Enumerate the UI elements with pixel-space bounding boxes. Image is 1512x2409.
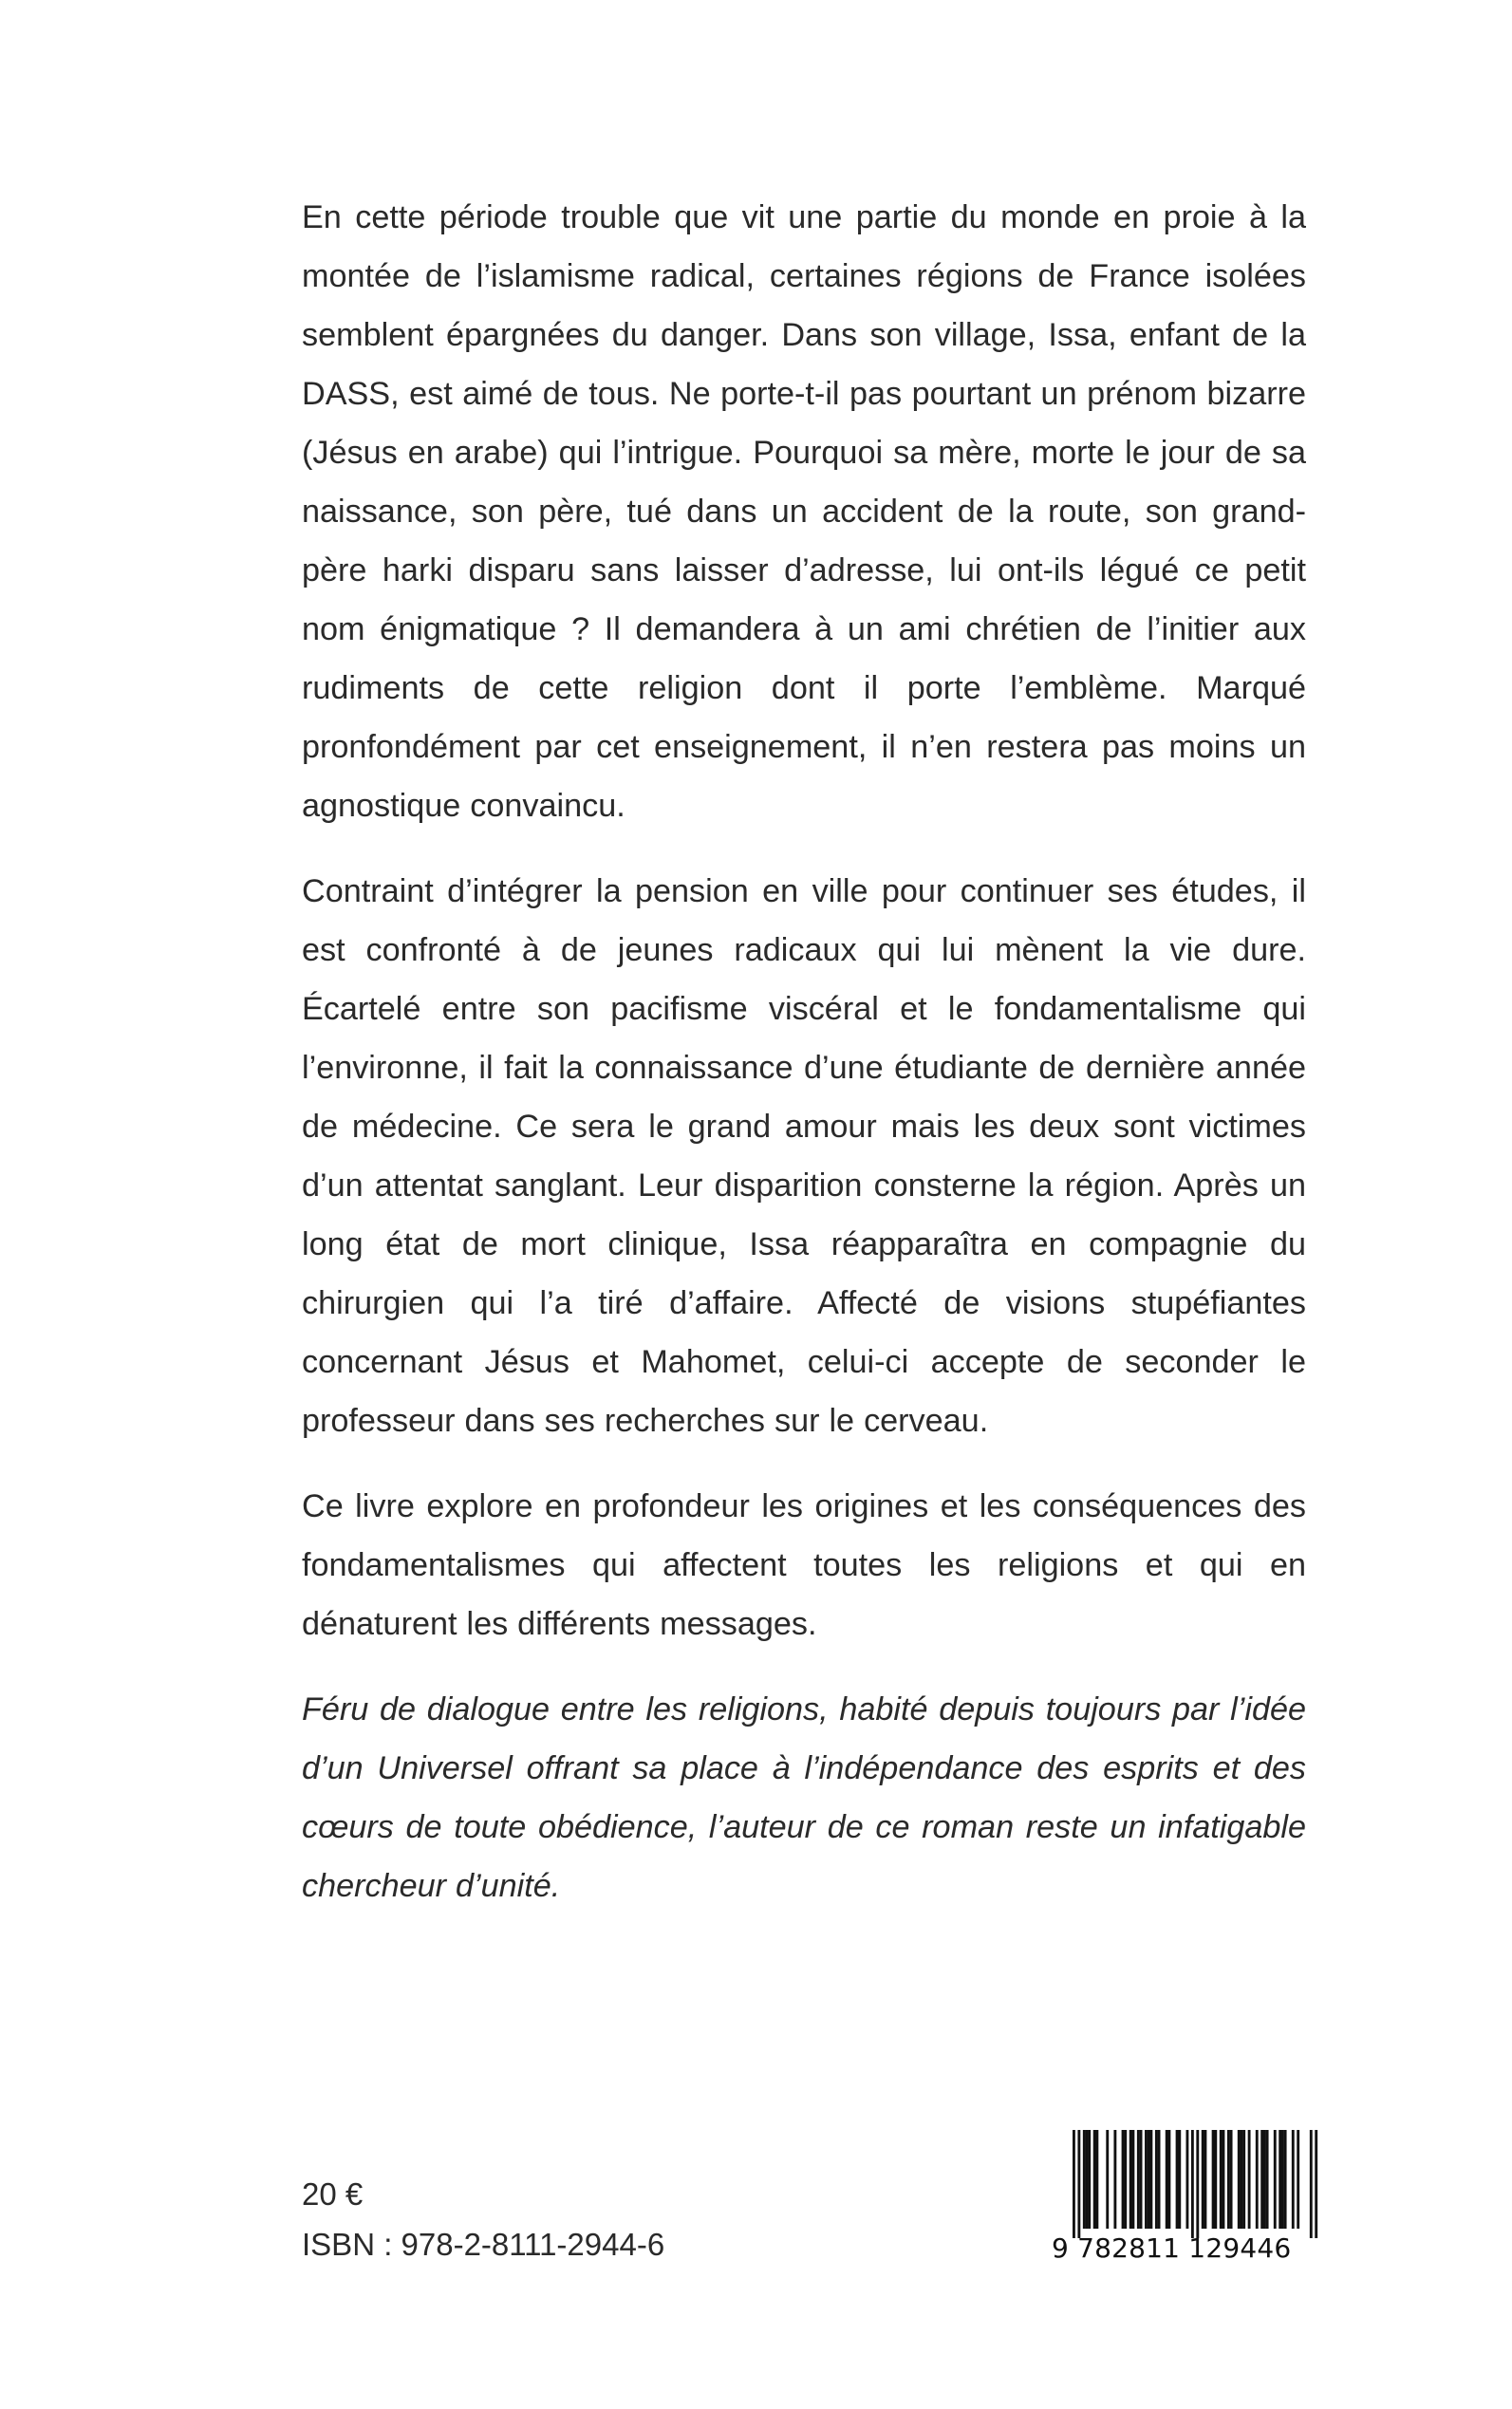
barcode-bar [1315, 2130, 1317, 2238]
barcode-bars [1052, 2130, 1319, 2238]
barcode-bar [1166, 2130, 1168, 2229]
barcode-bar [1073, 2130, 1075, 2238]
barcode-bar [1178, 2130, 1181, 2229]
barcode-bar [1204, 2130, 1207, 2229]
barcode-bar [1131, 2130, 1134, 2229]
barcode-bar [1238, 2130, 1241, 2229]
barcode-bar [1113, 2130, 1116, 2229]
barcode-bar [1202, 2130, 1204, 2229]
barcode-bar [1095, 2130, 1098, 2229]
barcode-bar [1196, 2130, 1199, 2238]
barcode-bar [1263, 2130, 1266, 2229]
back-cover-text [302, 188, 1306, 1915]
isbn-label: ISBN : 978-2-8111-2944-6 [302, 2227, 665, 2262]
barcode-bar [1148, 2130, 1150, 2229]
barcode-bar [1242, 2130, 1245, 2229]
barcode-bar [1093, 2130, 1096, 2229]
barcode-bar [1088, 2130, 1091, 2229]
barcode-bar [1129, 2130, 1132, 2229]
barcode-bar [1191, 2130, 1194, 2238]
barcode-bar [1145, 2130, 1148, 2229]
barcode-bar [1256, 2130, 1259, 2229]
barcode-bar [1284, 2130, 1287, 2229]
barcode-bar [1230, 2130, 1233, 2229]
author-note: Féru de dialogue entre les religions, habité depuis toujours par l’idée d’un Universel offrant sa place à l’indépendance des esprits et des cœurs de toute obédience, l’auteur de ce roman reste un infatigable chercheur d’unité. [302, 1691, 1306, 1904]
barcode-bar [1212, 2130, 1215, 2229]
barcode-bar [1124, 2130, 1127, 2229]
barcode-bar [1214, 2130, 1217, 2229]
barcode-bar [1310, 2130, 1313, 2238]
barcode-bar [1077, 2130, 1080, 2238]
blurb-paragraph-1: En cette période trouble que vit une partie du monde en proie à la montée de l’islamisme radical, certaines régions de France isolées semblent épargnées du danger. Dans son village, Issa, enfant de la DASS, est aimé de tous. Ne porte-t-il pas pourtant un prénom bizarre (Jésus en arabe) qui l’intrigue. Pourquoi sa mère, morte le jour de sa naissance, son père, tué dans un accident de la route, son grand-père harki disparu sans laisser d’adresse, lui ont-ils légué ce petit nom énigmatique ? Il demandera à un ami chrétien de l’initier aux rudiments de cette religion dont il porte l’emblème. Marqué pronfondément par cet enseignement, il n’en restera pas moins un agnostique convaincu. [302, 199, 1306, 824]
barcode-digits: 9 782811 129446 [1052, 2232, 1292, 2264]
barcode-bar [1220, 2130, 1223, 2229]
barcode-bar [1260, 2130, 1263, 2229]
barcode-bar [1106, 2130, 1109, 2229]
blurb-paragraph-2: Contraint d’intégrer la pension en ville pour continuer ses études, il est confronté à de jeunes radicaux qui lui mènent la vie dure. Écartelé entre son pacifisme viscéral et le fondamentalisme qui l’environne, il fait la connaissance d’une étudiante de dernière année de médecine. Ce sera le grand amour mais les deux sont victimes d’un attentat sanglant. Leur disparition consterne la région. Après un long état de mort clinique, Issa réapparaîtra en compagnie du chirurgien qui l’a tiré d’affaire. Affecté de visions stupéfiantes concernant Jésus et Mahomet, celui-ci accepte de seconder le professeur dans ses recherches sur le cerveau. [302, 873, 1306, 1439]
barcode-bar [1158, 2130, 1161, 2229]
barcode-bar [1122, 2130, 1125, 2229]
blurb-paragraph-3: Ce livre explore en profondeur les origines et les conséquences des fondamentalismes qui affectent toutes les religions et qui en dénaturent les différents messages. [302, 1488, 1306, 1642]
barcode-bar [1279, 2130, 1281, 2229]
barcode-bar [1167, 2130, 1170, 2229]
barcode-bar [1140, 2130, 1143, 2229]
barcode-bar [1292, 2130, 1295, 2229]
barcode-bar [1241, 2130, 1243, 2229]
price-label: 20 € [302, 2176, 364, 2212]
barcode-bar [1248, 2130, 1251, 2229]
barcode-bar [1086, 2130, 1089, 2229]
barcode-bar [1281, 2130, 1284, 2229]
barcode-bar [1223, 2130, 1225, 2229]
barcode-bar [1297, 2130, 1299, 2229]
barcode-bar [1176, 2130, 1179, 2229]
barcode-bar [1227, 2130, 1230, 2229]
barcode-bar [1266, 2130, 1269, 2229]
barcode-bar [1185, 2130, 1188, 2229]
barcode [1052, 2130, 1319, 2267]
barcode-bar [1083, 2130, 1086, 2229]
barcode-bar [1137, 2130, 1140, 2229]
barcode-bar [1149, 2130, 1152, 2229]
barcode-bar [1155, 2130, 1158, 2229]
barcode-bar [1274, 2130, 1277, 2229]
